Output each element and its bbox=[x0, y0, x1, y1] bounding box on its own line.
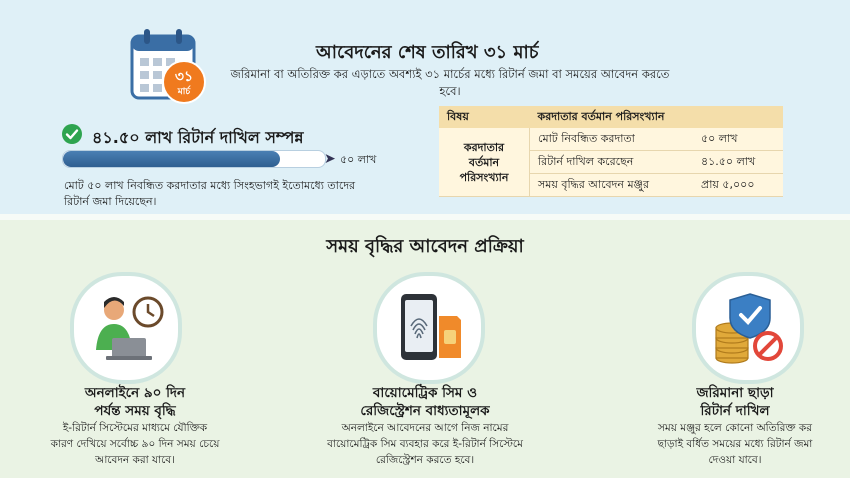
shield-coins-no-penalty-icon bbox=[708, 288, 788, 368]
deadline-title: আবেদনের শেষ তারিখ ৩১ মার্চ bbox=[316, 42, 539, 63]
step-2-desc-line3: রেজিস্ট্রেশন করতে হবে। bbox=[375, 454, 475, 466]
stats-group-label: করদাতার বর্তমান পরিসংখ্যান bbox=[439, 128, 530, 197]
progress-title: ৪১.৫০ লাখ রিটার্ন দাখিল সম্পন্ন bbox=[92, 128, 304, 147]
step-3-title-line2: রিটার্ন দাখিল bbox=[700, 403, 770, 419]
step-3-desc-line2: ছাড়াই বর্ধিত সময়ের মধ্যে রিটার্ন জমা bbox=[657, 438, 813, 450]
step-3-title bbox=[600, 384, 850, 420]
step-2-description bbox=[290, 420, 560, 468]
stats-row-label: সময় বৃদ্ধির আবেদন মঞ্জুর bbox=[530, 174, 694, 197]
step-3-title-line1: জরিমানা ছাড়া bbox=[696, 385, 774, 401]
stats-header-statistics: করদাতার বর্তমান পরিসংখ্যান bbox=[530, 106, 784, 128]
progress-bar bbox=[62, 150, 326, 168]
arrow-right-icon: ➤ bbox=[324, 151, 336, 167]
check-icon bbox=[62, 124, 82, 144]
step-2-title-line2: রেজিস্ট্রেশন বাধ্যতামূলক bbox=[360, 403, 490, 419]
step-2-illustration bbox=[373, 272, 485, 384]
progress-total-label: ৫০ লাখ bbox=[340, 153, 377, 166]
deadline-note: জরিমানা বা অতিরিক্ত কর এড়াতে অবশ্যই ৩১ মার্চের মধ্যে রিটার্ন জমা বা সময়ের আবেদন করতে হবে। bbox=[230, 67, 670, 98]
section-divider bbox=[0, 214, 850, 220]
step-2-desc-line2: বায়োমেট্রিক সিম ব্যবহার করে ই-রিটার্ন সিস্টেমে bbox=[327, 438, 523, 450]
badge-day: ৩১ bbox=[174, 69, 194, 85]
calendar-icon bbox=[128, 26, 206, 104]
progress-bar-fill bbox=[63, 151, 280, 167]
table-row bbox=[439, 128, 783, 151]
step-2-desc-line1: অনলাইনে আবেদনের আগে নিজ নামের bbox=[341, 422, 509, 434]
step-3-description bbox=[600, 420, 850, 468]
fingerprint-phone-sim-icon bbox=[389, 288, 469, 368]
step-3-desc-line3: দেওয়া যাবে। bbox=[708, 454, 762, 466]
step-1-title-line1: অনলাইনে ৯০ দিন bbox=[84, 385, 186, 401]
step-1-illustration bbox=[70, 272, 182, 384]
step-1-title bbox=[0, 384, 270, 420]
stats-row-label: রিটার্ন দাখিল করেছেন bbox=[530, 151, 694, 174]
step-1-title-line2: পর্যন্ত সময় বৃদ্ধি bbox=[94, 403, 176, 419]
stats-row-value: ৫০ লাখ bbox=[693, 128, 783, 151]
step-1-desc-line3: আবেদন করা যাবে। bbox=[95, 454, 175, 466]
stats-table bbox=[439, 106, 783, 197]
step-3-desc-line1: সময় মঞ্জুর হলে কোনো অতিরিক্ত কর bbox=[657, 422, 813, 434]
step-1-desc-line1: ই-রিটার্ন সিস্টেমের মাধ্যমে যৌক্তিক bbox=[62, 422, 208, 434]
stats-header-topic: বিষয় bbox=[439, 106, 530, 128]
progress-note: মোট ৫০ লাখ নিবন্ধিত করদাতার মধ্যে সিংহভাগই ইতোমধ্যে তাদের রিটার্ন জমা দিয়েছেন। bbox=[64, 179, 356, 208]
stats-row-value: প্রায় ৫,০০০ bbox=[693, 174, 783, 197]
stats-row-label: মোট নিবন্ধিত করদাতা bbox=[530, 128, 694, 151]
stats-table-header-row bbox=[439, 106, 783, 128]
person-laptop-clock-icon bbox=[86, 288, 166, 368]
step-2-title-line1: বায়োমেট্রিক সিম ও bbox=[372, 385, 478, 401]
stats-row-value: ৪১.৫০ লাখ bbox=[693, 151, 783, 174]
step-3-illustration bbox=[692, 272, 804, 384]
step-1-description bbox=[0, 420, 270, 468]
step-2-title bbox=[290, 384, 560, 420]
badge-month: মার্চ bbox=[177, 87, 191, 97]
process-title: সময় বৃদ্ধির আবেদন প্রক্রিয়া bbox=[326, 236, 524, 257]
step-1-desc-line2: কারণ দেখিয়ে সর্বোচ্চ ৯০ দিন সময় চেয়ে bbox=[50, 438, 220, 450]
